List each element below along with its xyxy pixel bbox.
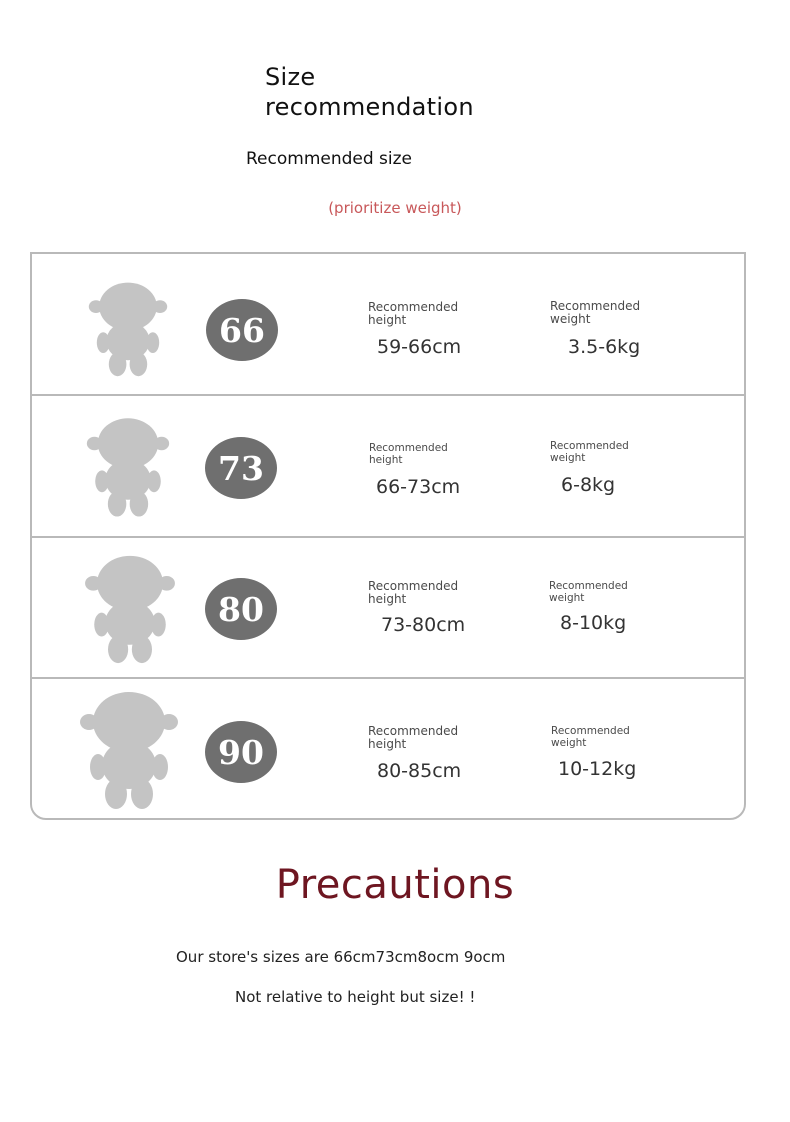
weight-label: Recommended weight <box>551 725 630 749</box>
size-row-80 <box>32 536 744 679</box>
size-badge: 90 <box>205 721 277 783</box>
baby-figure-icon <box>84 554 176 664</box>
weight-value: 6-8kg <box>561 474 616 496</box>
height-label: Recommended height <box>369 442 448 466</box>
precautions-line-1: Our store's sizes are 66cm73cm8ocm 9ocm <box>176 948 506 966</box>
title-line-2: recommendation <box>265 93 474 121</box>
baby-figure-icon <box>79 689 179 811</box>
height-value: 66-73cm <box>376 476 461 498</box>
size-table <box>30 252 746 820</box>
baby-figure-icon <box>86 416 170 518</box>
weight-label: Recommended weight <box>550 440 629 464</box>
size-row-73 <box>32 394 744 538</box>
baby-figure-icon <box>88 281 168 377</box>
weight-label: Recommended weight <box>549 580 628 604</box>
weight-priority-note: (prioritize weight) <box>328 199 462 217</box>
weight-value: 3.5-6kg <box>568 336 641 358</box>
height-value: 73-80cm <box>381 614 466 636</box>
size-row-90 <box>32 677 744 820</box>
precautions-line-2: Not relative to height but size! ! <box>235 988 476 1006</box>
height-value: 80-85cm <box>377 760 462 782</box>
weight-label: Recommended weight <box>550 299 641 326</box>
weight-value: 8-10kg <box>560 612 627 634</box>
title-line-1: Size <box>265 63 316 91</box>
size-badge: 66 <box>206 299 278 361</box>
subtitle: Recommended size <box>246 149 413 169</box>
height-value: 59-66cm <box>377 336 462 358</box>
size-row-66 <box>32 254 744 396</box>
weight-value: 10-12kg <box>558 758 637 780</box>
precautions-title: Precautions <box>275 862 515 908</box>
size-badge: 73 <box>205 437 277 499</box>
size-badge: 80 <box>205 578 277 640</box>
page-title <box>265 62 474 122</box>
height-label: Recommended height <box>368 300 459 327</box>
height-label: Recommended height <box>368 724 459 751</box>
height-label: Recommended height <box>368 579 459 606</box>
